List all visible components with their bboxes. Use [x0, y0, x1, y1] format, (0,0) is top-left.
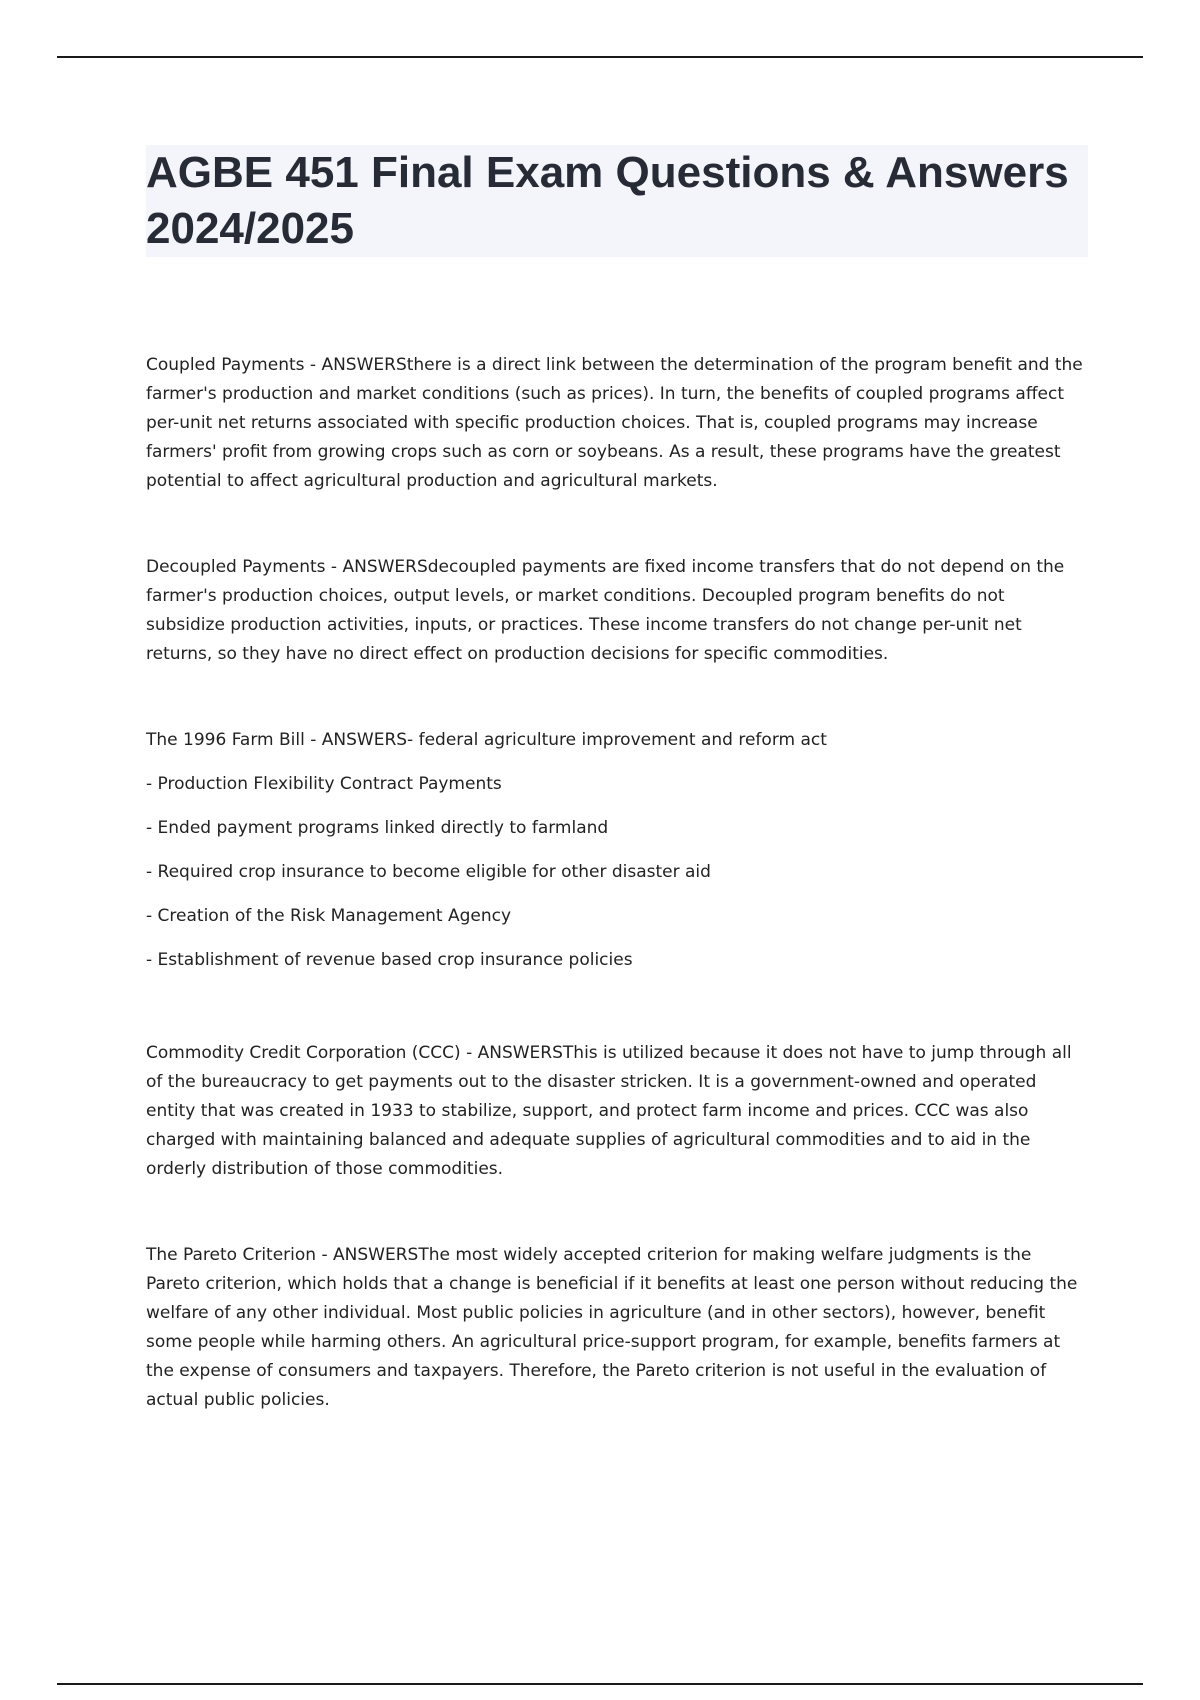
qa-entry-1996-farm-bill — [146, 726, 1088, 755]
document-body — [146, 145, 1088, 1415]
entry-answer-marker: - ANSWERS — [325, 557, 428, 577]
header-rule — [57, 56, 1143, 58]
title-block — [146, 145, 1088, 257]
list-item: - Required crop insurance to become eligible for other disaster aid — [146, 862, 711, 882]
footer-rule — [57, 1683, 1143, 1685]
entry-answer: The most widely accepted criterion for making welfare judgments is the Pareto criterion, which holds that a change is beneficial if it benefits at least one person without reducing the welfare of any other individual. Most public policies in agriculture (and in other sectors), however, benefit some people while harming others. An agricultural price-support program, for example, benefits farmers at the expense of consumers and taxpayers. Therefore, the Pareto criterion is not useful in the evaluation of actual public policies. — [146, 1245, 1078, 1410]
entry-term: Decoupled Payments — [146, 557, 326, 577]
list-item: - Establishment of revenue based crop insurance policies — [146, 950, 633, 970]
entry-answer: decoupled payments are fixed income transfers that do not depend on the farmer's production choices, output levels, or market conditions. Decoupled program benefits do not subsidize production activities, inputs, or practices. These income transfers do not change per-unit net returns, so they have no direct effect on production decisions for specific commodities. — [146, 557, 1065, 664]
qa-entry-pareto-criterion — [146, 1241, 1088, 1415]
entry-answer: - federal agriculture improvement and reform act — [407, 730, 827, 750]
qa-entry-coupled-payments — [146, 351, 1088, 496]
entry-term: The 1996 Farm Bill — [146, 730, 305, 750]
entry-answer: there is a direct link between the determination of the program benefit and the farmer's production and market conditions (such as prices). In turn, the benefits of coupled programs affect per-unit net returns associated with specific production choices. That is, coupled programs may increase farmers' profit from growing crops such as corn or soybeans. As a result, these programs have the greatest potential to affect agricultural production and agricultural markets. — [146, 355, 1083, 491]
entry-answer-marker: - ANSWERS — [304, 355, 407, 375]
entry-term: The Pareto Criterion — [146, 1245, 317, 1265]
entry-answer-marker: - ANSWERS — [316, 1245, 419, 1265]
entry-answer-marker: - ANSWERS — [460, 1043, 563, 1063]
entry-answer: This is utilized because it does not have to jump through all of the bureaucracy to get payments out to the disaster stricken. It is a government-owned and operated entity that was created in 1933 to stabilize, support, and protect farm income and prices. CCC was also charged with maintaining balanced and adequate supplies of agricultural commodities and to aid in the orderly distribution of those commodities. — [146, 1043, 1072, 1179]
list-item: - Creation of the Risk Management Agency — [146, 906, 512, 926]
qa-entry-decoupled-payments — [146, 553, 1088, 669]
list-item: - Production Flexibility Contract Payments — [146, 774, 502, 794]
list-item: - Ended payment programs linked directly to farmland — [146, 818, 609, 838]
entry-term: Commodity Credit Corporation (CCC) — [146, 1043, 461, 1063]
qa-entry-commodity-credit-corporation — [146, 1039, 1088, 1184]
entry-answer-marker: - ANSWERS — [304, 730, 408, 750]
entry-term: Coupled Payments — [146, 355, 305, 375]
document-title: AGBE 451 Final Exam Questions & Answers 2024/2025 — [146, 148, 1069, 253]
